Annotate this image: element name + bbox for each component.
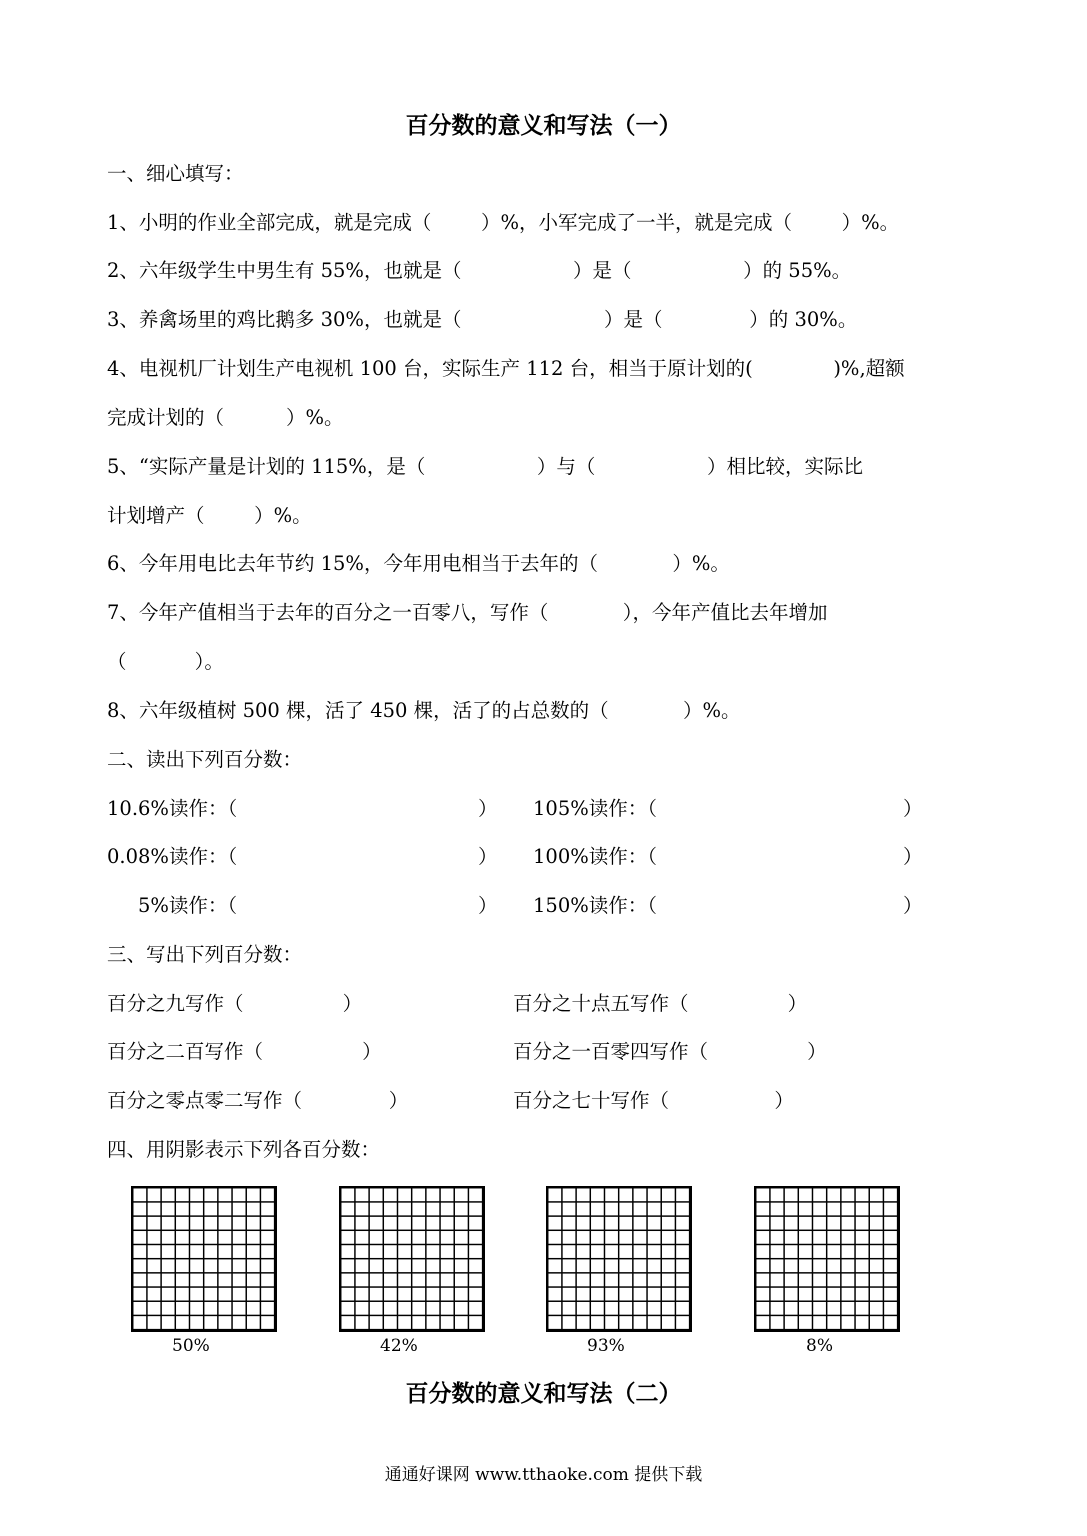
grid-label-1: 50% [172,1336,210,1356]
section-4-heading: 四、用阴影表示下列各百分数： [107,1138,381,1161]
grid-label-4: 8% [806,1336,833,1356]
grid-label-3: 93% [587,1336,625,1356]
read-close-right-2: ） [903,845,923,868]
question-5-line-1: 5、“实际产量是计划的 115%，是（ ）与（ ）相比较，实际比 [107,455,863,478]
read-item-right-2: 100%读作：（ [533,845,657,868]
read-close-right-1: ） [903,797,923,820]
question-1: 1、小明的作业全部完成，就是完成（ ）%，小军完成了一半，就是完成（ ）%。 [107,211,900,234]
write-item-right-2: 百分之一百零四写作（ ） [513,1040,827,1063]
hundred-grid-3[interactable] [546,1186,692,1332]
grid-label-2: 42% [380,1336,418,1356]
hundred-grid-1[interactable] [131,1186,277,1332]
question-5-line-2: 计划增产（ ）%。 [107,504,312,527]
read-close-left-2: ） [478,845,498,868]
section-2-heading: 二、读出下列百分数： [107,748,303,771]
read-item-left-2: 0.08%读作：（ [107,845,238,868]
read-item-left-1: 10.6%读作：（ [107,797,238,820]
read-item-left-3: 5%读作：（ [138,894,238,917]
write-item-left-1: 百分之九写作（ ） [107,992,363,1015]
hundred-grid-4[interactable] [754,1186,900,1332]
read-item-right-1: 105%读作：（ [533,797,657,820]
footer-text: 通通好课网 www.tthaoke.com 提供下载 [384,1465,703,1485]
question-4-line-1: 4、电视机厂计划生产电视机 100 台，实际生产 112 台，相当于原计划的( )%,超额 [107,357,905,380]
question-7-line-2: （ ）。 [107,650,224,673]
read-close-left-3: ） [478,894,498,917]
write-item-left-3: 百分之零点零二写作（ ） [107,1089,409,1112]
section-3-heading: 三、写出下列百分数： [107,943,303,966]
write-item-right-1: 百分之十点五写作（ ） [513,992,808,1015]
question-8: 8、六年级植树 500 棵，活了 450 棵，活了的占总数的（ ）%。 [107,699,741,722]
hundred-grid-2[interactable] [339,1186,485,1332]
section-1-heading: 一、细心填写： [107,162,244,185]
question-6: 6、今年用电比去年节约 15%，今年用电相当于去年的（ ）%。 [107,552,730,575]
worksheet-title-1: 百分数的意义和写法（一） [405,112,682,139]
write-item-right-3: 百分之七十写作（ ） [513,1089,794,1112]
question-2: 2、六年级学生中男生有 55%，也就是（ ）是（ ）的 55%。 [107,259,852,282]
write-item-left-2: 百分之二百写作（ ） [107,1040,382,1063]
worksheet-title-2: 百分数的意义和写法（二） [405,1380,682,1407]
question-3: 3、养禽场里的鸡比鹅多 30%，也就是（ ）是（ ）的 30%。 [107,308,858,331]
read-item-right-3: 150%读作：（ [533,894,657,917]
question-7-line-1: 7、今年产值相当于去年的百分之一百零八，写作（ ），今年产值比去年增加 [107,601,828,624]
question-4-line-2: 完成计划的（ ）%。 [107,406,344,429]
read-close-right-3: ） [903,894,923,917]
read-close-left-1: ） [478,797,498,820]
